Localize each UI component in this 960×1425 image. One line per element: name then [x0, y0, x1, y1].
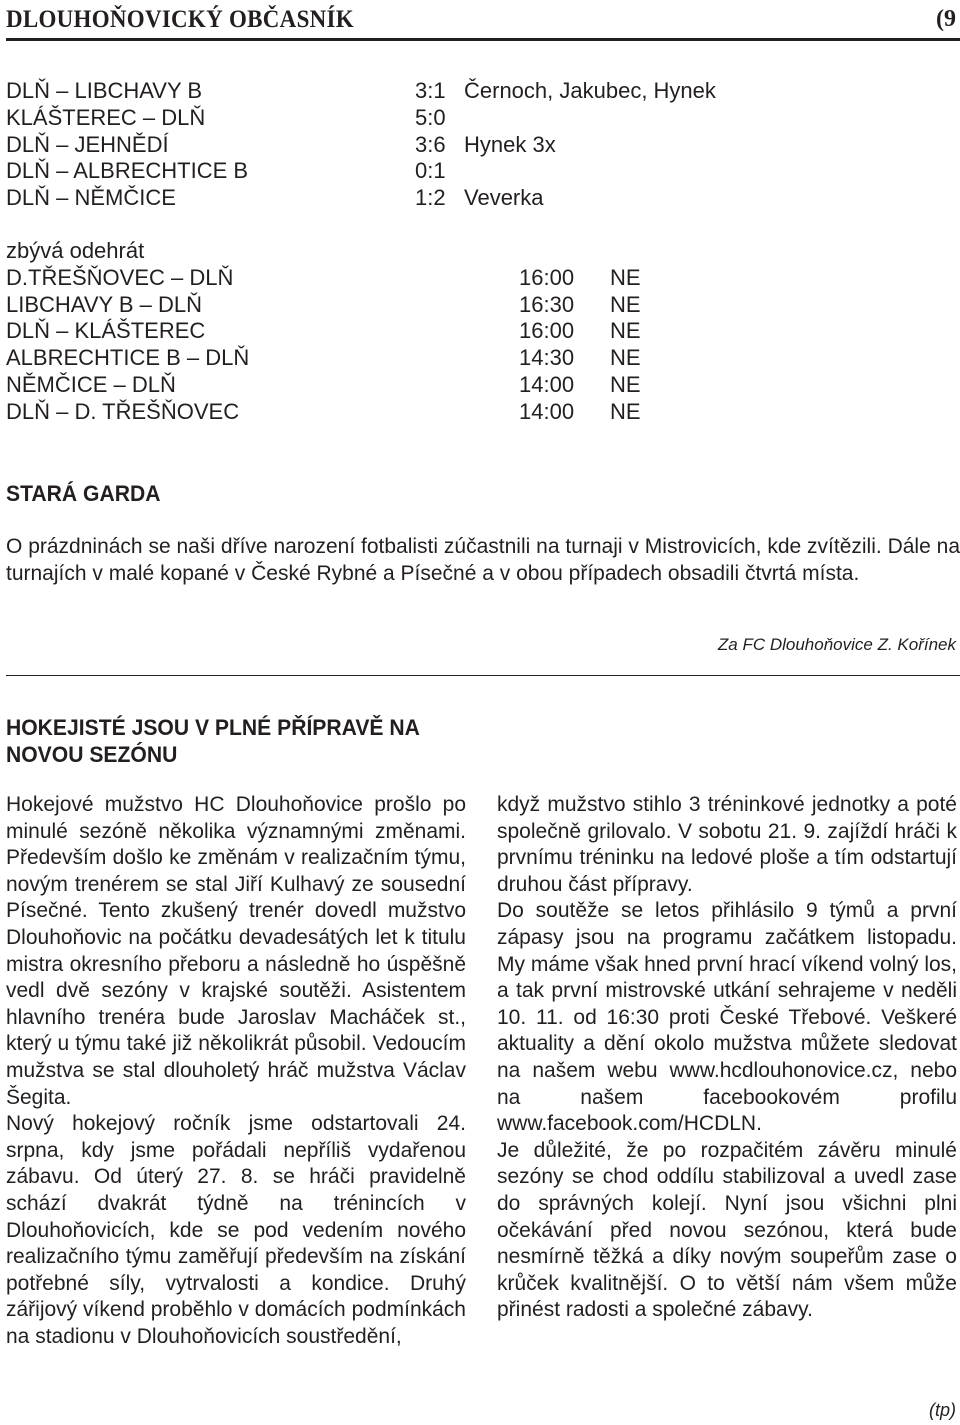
result-score: 1:2 [415, 185, 446, 211]
fixture-time: 14:00 [519, 371, 575, 397]
hockey-paragraph: Nový hokejový ročník jsme odstartovali 24. srpna, kdy jsme pořádali nepříliš vydařenou zábavu. Od úterý 27. 8. se hráči pravidelně schází dvakrát týdně na trénincích v Dlouhoňovicích, kde se pod vedením nového realizačního týmu zaměřují především na získání potřebné síly, vytrvalosti a kondice. Druhý zářijový víkend proběhlo v domácích podmínkách na stadionu v Dlouhoňovicích soustředění, [6, 1112, 466, 1348]
fixture-match: DLŇ – KLÁŠTEREC [6, 318, 206, 344]
hockey-heading-line-1: HOKEJISTÉ JSOU V PLNÉ PŘÍPRAVĚ NA [6, 715, 420, 740]
stara-garda-text: O prázdninách se naši dříve narození fotbalisti zúčastnili na turnaji v Mistrovicích, kde zvítězili. Dále na turnajích v malé kopané v České Rybné a Písečné a v obou případech obsadili čtvrtá místa. [6, 535, 960, 585]
fixture-match: D.TŘEŠŇOVEC – DLŇ [6, 264, 234, 290]
header-rule [6, 38, 960, 41]
result-score: 5:0 [415, 104, 446, 130]
fixture-day: NE [610, 291, 641, 317]
fixture-match: ALBRECHTICE B – DLŇ [6, 345, 250, 371]
fixture-day: NE [610, 318, 641, 344]
stara-garda-heading: STARÁ GARDA [6, 481, 161, 506]
hockey-paragraph: Je důležité, že po rozpačitém závěru minulé sezóny se chod oddílu stabilizoval a uvedl zase do správných kolejí. Nyní jsou všichni plni očekávání před novou sezónou, která bude nesmírně těžká a díky novým soupeřům zase o krůček kvalitnější. O to větší nám všem může přinést radosti a společné zábavy. [497, 1138, 957, 1322]
result-match: DLŇ – NĚMČICE [6, 185, 176, 211]
masthead-title: DLOUHOŇOVICKÝ OBČASNÍK [6, 6, 354, 33]
fixture-time: 16:00 [519, 318, 575, 344]
fixture-time: 16:00 [519, 264, 575, 290]
hockey-paragraph: když mužstvo stihlo 3 tréninkové jednotky a poté společně grilovalo. V sobotu 21. 9. zajíždí hráči k prvnímu tréninku na ledové ploše a tím odstartují druhou část přípravy. [497, 793, 957, 896]
hockey-paragraph: Do soutěže se letos přihlásilo 9 týmů a první zápasy jsou na programu začátkem listopadu. My máme však hned první hrací víkend volný los, a tak první mistrovské utkání sehrajeme v neděli 10. 11. od 16:30 proti České Třebové. Veškeré aktuality a dění okolo mužstva můžete sledovat na našem webu www.hcdlouhonovice.cz, nebo na našem facebookovém profilu www.facebook.com/HCDLN. [497, 899, 957, 1136]
hockey-heading-line-2: NOVOU SEZÓNU [6, 742, 178, 767]
fixture-day: NE [610, 371, 641, 397]
result-score: 3:1 [415, 78, 446, 103]
fixture-time: 14:30 [519, 345, 575, 371]
stara-garda-signature: Za FC Dlouhoňovice Z. Kořínek [717, 635, 956, 654]
page-number: (9 [936, 6, 956, 32]
page-header [6, 4, 956, 36]
result-match: DLŇ – JEHNĚDÍ [6, 131, 169, 157]
result-match: DLŇ – LIBCHAVY B [6, 78, 203, 103]
result-match: DLŇ – ALBRECHTICE B [6, 158, 249, 184]
hockey-signature: (tp) [929, 1400, 956, 1420]
hockey-column-right [497, 792, 957, 1324]
hockey-paragraph: Hokejové mužstvo HC Dlouhoňovice prošlo po minulé sezóně několika významnými změnami. Především došlo ke změnám v realizačním týmu, novým trenérem se stal Jiří Kulhavý ze sousední Písečné. Tento zkušený trenér dovedl mužstvo Dlouhoňovic na počátku devadesátých let k titulu mistra okresního přeboru a následně ho úspěšně vedl dvě sezóny v krajské soutěži. Asistentem hlavního trenéra bude Jaroslav Macháček st., který u týmu také již několikrát působil. Vedoucím mužstva se stal dlouholetý hráč mužstva Václav Šegita. [6, 793, 466, 1109]
result-scorers: Černoch, Jakubec, Hynek [464, 78, 716, 103]
fixture-match: LIBCHAVY B – DLŇ [6, 291, 203, 317]
fixture-match: DLŇ – D. TŘEŠŇOVEC [6, 398, 240, 424]
result-match: KLÁŠTEREC – DLŇ [6, 104, 206, 130]
hockey-heading [6, 714, 420, 768]
result-scorers: Veverka [464, 185, 544, 211]
fixture-time: 14:00 [519, 398, 575, 424]
fixture-day: NE [610, 264, 641, 290]
result-scorers: Hynek 3x [464, 131, 556, 157]
section-divider [6, 675, 960, 676]
hockey-column-left [6, 792, 466, 1350]
fixture-day: NE [610, 398, 641, 424]
fixture-day: NE [610, 345, 641, 371]
fixture-match: NĚMČICE – DLŇ [6, 371, 176, 397]
result-score: 3:6 [415, 131, 446, 157]
remaining-label: zbývá odehrát [6, 238, 145, 263]
fixture-time: 16:30 [519, 291, 575, 317]
result-score: 0:1 [415, 158, 446, 184]
